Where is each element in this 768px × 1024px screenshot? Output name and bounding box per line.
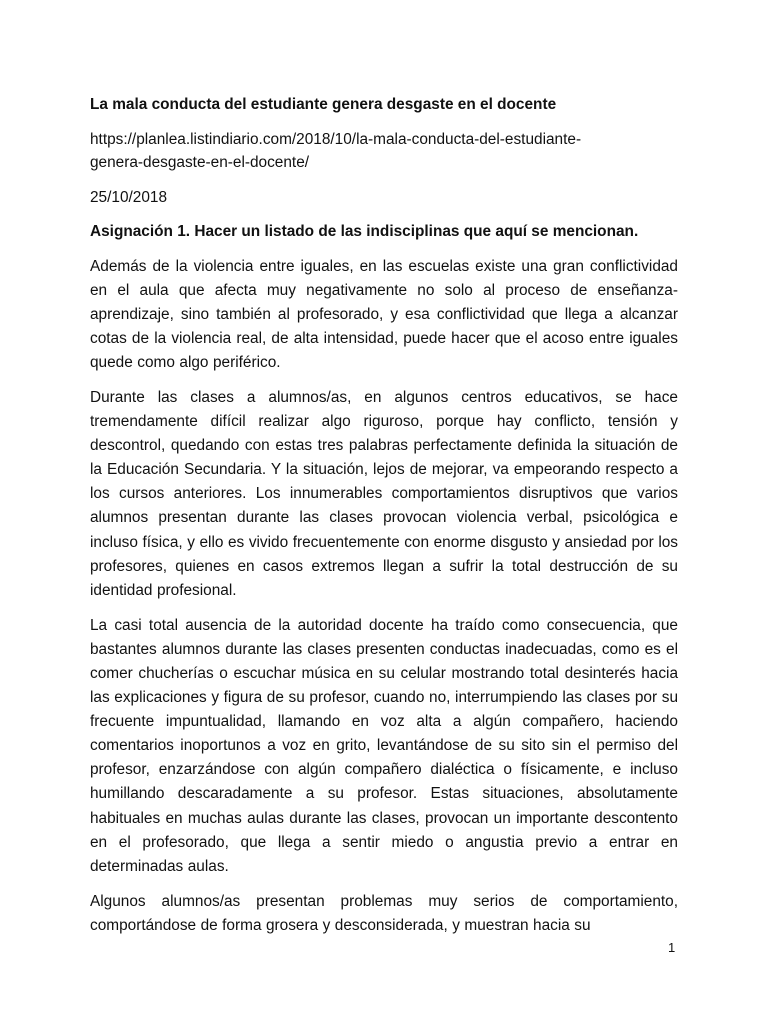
assignment-heading: Asignación 1. Hacer un listado de las indisciplinas que aquí se mencionan. [90, 223, 639, 240]
paragraph-1: Además de la violencia entre iguales, en las escuelas existe una gran conflictividad en el aula que afecta muy negativamente no solo al proceso de enseñanza-aprendizaje, sino también al profesorado, y esa conflictividad que llega a alcanzar cotas de la violencia real, de alta intensidad, puede hacer que el acoso entre iguales quede como algo periférico. [90, 257, 678, 371]
paragraph-2: Durante las clases a alumnos/as, en algunos centros educativos, se hace tremendamente difícil realizar algo riguroso, porque hay conflicto, tensión y descontrol, quedando con estas tres palabras perfectamente definida la situación de la Educación Secundaria. Y la situación, lejos de mejorar, va empeorando respecto a los cursos anteriores. Los innumerables comportamientos disruptivos que varios alumnos presentan durante las clases provocan violencia verbal, psicológica e incluso física, y ello es vivido frecuentemente con enorme disgusto y ansiedad por los profesores, quienes en casos extremos llegan a sufrir la total destrucción de su identidad profesional. [90, 388, 678, 599]
document-date: 25/10/2018 [90, 188, 168, 206]
page-number: 1 [668, 940, 676, 955]
document-title: La mala conducta del estudiante genera desgaste en el docente [90, 96, 557, 113]
paragraph-4: Algunos alumnos/as presentan problemas muy serios de comportamiento, comportándose de forma grosera y desconsiderada, y muestran hacia su [90, 892, 678, 934]
source-url[interactable] [90, 128, 678, 175]
source-url-line-2: genera-desgaste-en-el-docente/ [90, 154, 310, 171]
paragraph-3: La casi total ausencia de la autoridad docente ha traído como consecuencia, que bastantes alumnos durante las clases presenten conductas inadecuadas, como es el comer chucherías o escuchar música en su celular mostrando total desinterés hacia las explicaciones y figura de su profesor, cuando no, interrumpiendo las clases por su frecuente impuntualidad, llamando en voz alta a algún compañero, haciendo comentarios inoportunos a voz en grito, levantándose de su sito sin el permiso del profesor, enzarzándose con algún compañero dialéctica o físicamente, e incluso humillando descaradamente a su profesor. Estas situaciones, absolutamente habituales en muchas aulas durante las clases, provocan un importante descontento en el profesorado, que llega a sentir miedo o angustia previo a entrar en determinadas aulas. [90, 616, 678, 875]
source-url-line-1: https://planlea.listindiario.com/2018/10/la-mala-conducta-del-estudiante- [90, 130, 582, 148]
document-body [90, 93, 678, 949]
